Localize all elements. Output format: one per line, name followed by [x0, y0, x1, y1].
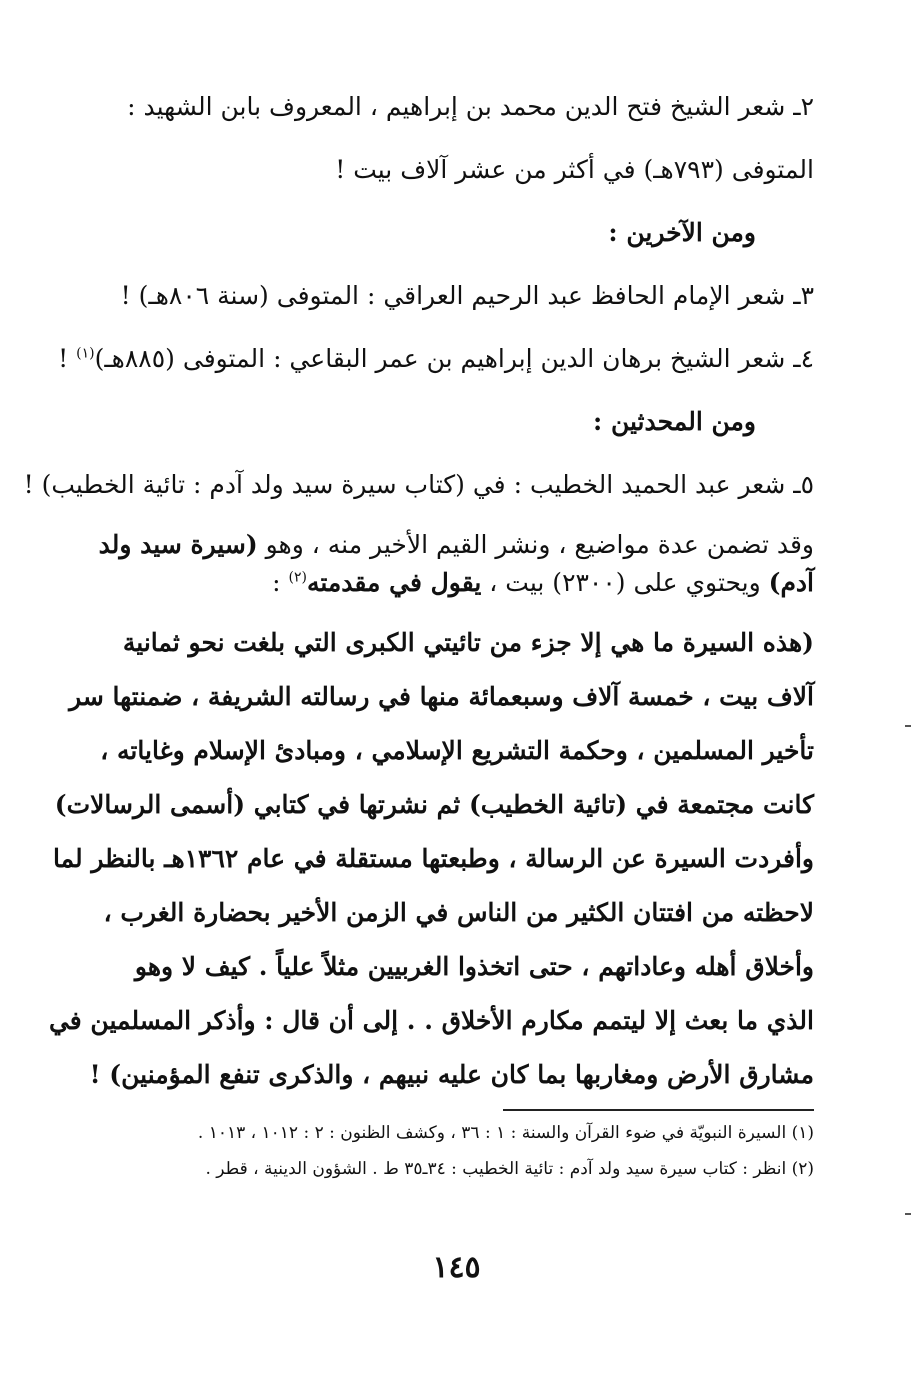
- text-line-5: [58, 344, 814, 374]
- footnote-separator: [503, 1109, 814, 1111]
- quote-line: مشارق الأرض ومغاربها بما كان عليه نبيهم ، والذكرى تنفع المؤمنين) !: [89, 1060, 814, 1089]
- page-number: ١٤٥: [432, 1250, 481, 1285]
- margin-mark: [905, 1213, 911, 1215]
- text-line-8: [70, 530, 814, 560]
- quote-line: وأفردت السيرة عن الرسالة ، وطبعتها مستقلة في عام ١٣٦٢هـ بالنظر لما: [52, 844, 814, 873]
- text-line-8-main: وقد تضمن عدة مواضيع ، ونشر القيم الأخير منه ، وهو: [257, 530, 814, 559]
- quote-line: تأخير المسلمين ، وحكمة التشريع الإسلامي ، ومبادئ الإسلام وغاياته ،: [100, 736, 814, 765]
- text-line-9-end: :: [272, 568, 289, 597]
- section-heading-modern: ومن المحدثين :: [593, 407, 756, 436]
- section-heading-later: ومن الآخرين :: [608, 218, 756, 247]
- text-line-9: [70, 568, 814, 598]
- text-line-5-main: ٤ـ شعر الشيخ برهان الدين إبراهيم بن عمر البقاعي : المتوفى (٨٨٥هـ): [94, 344, 814, 373]
- footnote-2: (٢) انظر : كتاب سيرة سيد ولد آدم : تائية الخطيب : ٣٤ـ٣٥ ط . الشؤون الدينية ، قطر .: [205, 1159, 814, 1179]
- quote-line: الذي ما بعث إلا ليتمم مكارم الأخلاق . . إلى أن قال : وأذكر المسلمين في: [48, 1006, 814, 1035]
- margin-mark: [905, 725, 911, 727]
- intro-says: يقول في مقدمته: [306, 568, 482, 597]
- text-line-1: ٢ـ شعر الشيخ فتح الدين محمد بن إبراهيم ، المعروف بابن الشهيد :: [127, 92, 814, 121]
- quote-line: لاحظته من افتتان الكثير من الناس في الزمن الأخير بحضارة الغرب ،: [103, 898, 814, 927]
- quote-line: كانت مجتمعة في (تائية الخطيب) ثم نشرتها في كتابي (أسمى الرسالات): [54, 790, 814, 819]
- quote-line: آلاف بيت ، خمسة آلاف وسبعمائة منها في رسالته الشريفة ، ضمنتها سر: [69, 682, 814, 711]
- text-line-9-main: ويحتوي على (٢٣٠٠) بيت ،: [481, 568, 769, 597]
- footnote-ref-2: (٢): [288, 569, 307, 586]
- text-line-7: ٥ـ شعر عبد الحميد الخطيب : في (كتاب سيرة سيد ولد آدم : تائية الخطيب) !: [23, 470, 814, 499]
- book-title-part-1: (سيرة سيد ولد: [98, 530, 258, 559]
- text-line-4: ٣ـ شعر الإمام الحافظ عبد الرحيم العراقي : المتوفى (سنة ٨٠٦هـ) !: [120, 281, 814, 310]
- quotation-block: [48, 628, 814, 1090]
- footnote-ref-1: (١): [76, 345, 95, 362]
- text-line-5-end: !: [58, 344, 77, 373]
- quote-line: وأخلاق أهله وعاداتهم ، حتى اتخذوا الغربيين مثلاً علياً . كيف لا وهو: [134, 952, 814, 981]
- footnote-1: (١) السيرة النبويّة في ضوء القرآن والسنة : ١ : ٣٦ ، وكشف الظنون : ٢ : ١٠١٢ ، ١٠١٣ .: [197, 1123, 814, 1143]
- page-body: [23, 92, 814, 1114]
- quote-line: (هذه السيرة ما هي إلا جزء من تائيتي الكبرى التي بلغت نحو ثمانية: [122, 628, 814, 657]
- book-title-part-2: آدم): [768, 568, 814, 597]
- text-line-2: المتوفى (٧٩٣هـ) في أكثر من عشر آلاف بيت !: [335, 155, 814, 184]
